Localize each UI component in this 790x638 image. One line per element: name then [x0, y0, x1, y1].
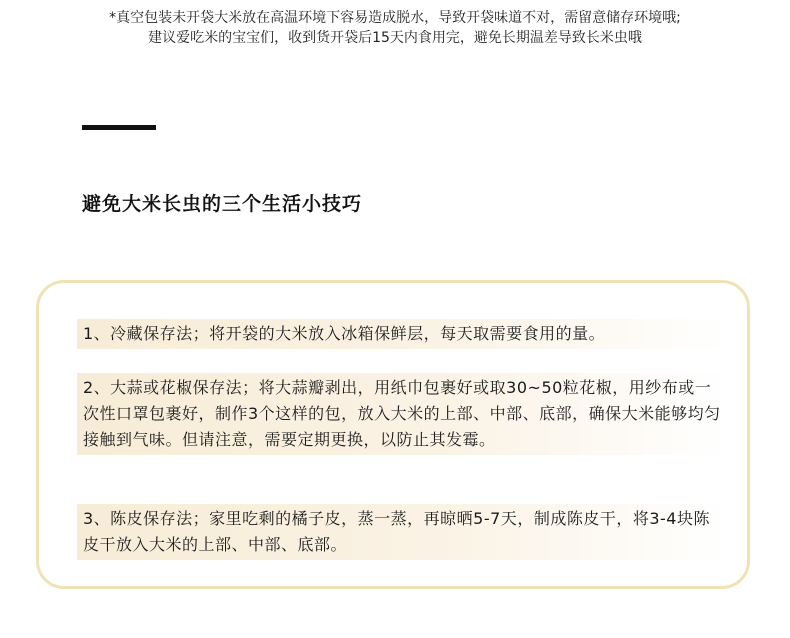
section-title: 避免大米长虫的三个生活小技巧: [82, 193, 363, 215]
storage-notice-line-1: *真空包装未开袋大米放在高温环境下容易造成脱水，导致开袋味道不对，需留意储存环境哦;: [109, 10, 681, 26]
storage-notice: [20, 8, 770, 48]
tip-item-dried-peel: 3、陈皮保存法；家里吃剩的橘子皮，蒸一蒸，再晾晒5-7天，制成陈皮干，将3-4块陈皮干放入大米的上部、中部、底部。: [77, 504, 727, 560]
storage-notice-line-2: 建议爱吃米的宝宝们，收到货开袋后15天内食用完，避免长期温差导致长米虫哦: [148, 30, 642, 46]
tip-item-refrigeration: 1、冷藏保存法；将开袋的大米放入冰箱保鲜层，每天取需要食用的量。: [77, 319, 727, 349]
tip-item-garlic-pepper: 2、大蒜或花椒保存法；将大蒜瓣剥出，用纸巾包裹好或取30~50粒花椒，用纱布或一次性口罩包裹好，制作3个这样的包，放入大米的上部、中部、底部，确保大米能够均匀接触到气味。但请注意，需要定期更换，以防止其发霉。: [77, 373, 727, 455]
section-accent-bar: [82, 125, 156, 130]
